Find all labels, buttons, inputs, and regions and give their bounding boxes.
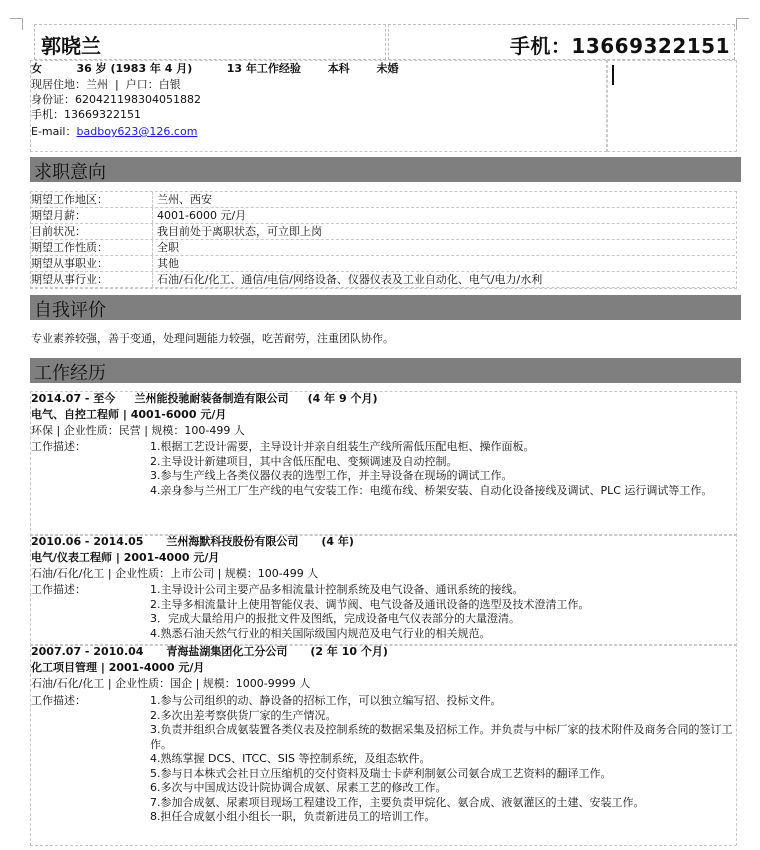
job-desc-item: 3.负责并组织合成氨装置各类仪表及控制系统的数据采集及招标工作。并负责与中标厂家的技术附件及商务合同的签订工作。 [150, 723, 733, 751]
job-desc [150, 694, 735, 825]
crop-mark [10, 18, 22, 19]
job-title: 电气、自控工程师 | 4001-6000 元/月 [31, 408, 227, 421]
intent-value: 4001-6000 元/月 [152, 208, 246, 223]
intent-key: 期望工作性质： [31, 241, 108, 254]
job-desc-item: 1.根据工艺设计需要，主导设计并亲自组装生产线所需低压配电柜、操作面板。 [150, 440, 535, 453]
job-meta: 石油/石化/化工 | 企业性质：国企 | 规模：1000-9999 人 [31, 677, 311, 690]
job-desc [150, 583, 735, 641]
intent-row [30, 272, 735, 288]
job-desc-label: 工作描述： [31, 440, 86, 453]
intent-value: 全职 [152, 240, 179, 255]
job-desc-item: 7.参加合成氨、尿素项目现场工程建设工作，主要负责甲烷化、氨合成、液氨灌区的土建、安装工作。 [150, 795, 645, 809]
section-title: 求职意向 [34, 162, 106, 183]
crop-mark [22, 18, 23, 30]
section-intent [30, 157, 741, 182]
job-desc-item: 3.参与生产线上各类仪器仪表的选型工作，并主导设备在现场的调试工作。 [150, 469, 513, 482]
intent-row [30, 192, 735, 208]
residence-line: 现居住地：兰州 | 户口：白银 [31, 78, 181, 91]
job-desc-item: 3．完成大量给用户的报批文件及图纸，完成设备电气仪表部分的大量澄清。 [150, 612, 520, 625]
crop-mark [737, 18, 749, 19]
job-desc-item: 4.熟悉石油天然气行业的相关国际级国内规范及电气行业的相关规范。 [150, 626, 491, 640]
section-self [30, 295, 741, 320]
intent-value: 石油/石化/化工、通信/电信/网络设备、仪器仪表及工业自动化、电气/电力/水利 [152, 272, 542, 287]
job-title: 电气/仪表工程师 | 2001-4000 元/月 [31, 551, 220, 564]
id-line: 身份证：620421198304051882 [31, 93, 201, 106]
intent-key: 期望从事职业： [31, 257, 108, 270]
self-eval-text: 专业素养较强，善于变通，处理问题能力较强，吃苦耐劳，注重团队协作。 [31, 332, 394, 345]
job-desc-item: 1.参与公司组织的动、静设备的招标工作，可以独立编写招、投标文件。 [150, 694, 502, 707]
intent-value: 其他 [152, 256, 179, 271]
phone-box [388, 24, 735, 60]
intent-key: 期望工作地区： [31, 193, 108, 206]
email-line: E-mail：badboy623@126.com [31, 125, 198, 138]
job-meta: 石油/石化/化工 | 企业性质：上市公司 | 规模：100-499 人 [31, 567, 319, 580]
photo-placeholder-cursor [612, 65, 614, 85]
job-desc-item: 8.担任合成氨小组小组长一职，负责新进员工的培训工作。 [150, 810, 436, 823]
name-box [34, 24, 386, 60]
intent-value: 我目前处于离职状态，可立即上岗 [152, 224, 322, 239]
job-desc-item: 1.主导设计公司主要产品多相流量计控制系统及电气设备、通讯系统的接线。 [150, 583, 524, 596]
job-header: 2010.06 - 2014.05 兰州海默科技股份有限公司 (4 年) [31, 535, 354, 548]
section-title: 自我评价 [34, 300, 106, 321]
crop-mark [736, 18, 737, 30]
email-link[interactable]: badboy623@126.com [76, 125, 198, 138]
intent-row [30, 224, 735, 240]
basic-summary: 女 36 岁 (1983 年 4 月) 13 年工作经验 本科 未婚 [31, 62, 399, 75]
intent-row [30, 240, 735, 256]
job-desc-item: 4.熟练掌握 DCS、ITCC、SIS 等控制系统，及组态软件。 [150, 752, 431, 765]
job-header: 2007.07 - 2010.04 青海盐湖集团化工分公司 (2 年 10 个月) [31, 645, 388, 658]
intent-row [30, 208, 735, 224]
mobile-line: 手机：13669322151 [31, 108, 141, 121]
job-desc-label: 工作描述： [31, 694, 86, 707]
intent-key: 目前状况： [31, 225, 86, 238]
job-desc-label: 工作描述： [31, 583, 86, 596]
intent-row [30, 256, 735, 272]
intent-key: 期望月薪： [31, 209, 86, 222]
job-desc-item: 2.多次出差考察供货厂家的生产情况。 [150, 708, 337, 722]
candidate-name: 郭晓兰 [41, 34, 101, 58]
intent-key: 期望从事行业： [31, 273, 108, 286]
job-desc-item: 4.亲身参与兰州工厂生产线的电气安装工作：电缆布线、桥架安装、自动化设备接线及调试、PLC 运行调试等工作。 [150, 483, 713, 497]
job-header: 2014.07 - 至今 兰州能投驰耐装备制造有限公司 (4 年 9 个月) [31, 392, 378, 405]
job-meta: 环保 | 企业性质：民营 | 规模：100-499 人 [31, 424, 245, 437]
photo-box [607, 60, 737, 152]
job-desc-item: 6.多次与中国成达设计院协调合成氨、尿素工艺的修改工作。 [150, 781, 447, 794]
section-work [30, 358, 741, 383]
job-desc-item: 5.参与日本株式会社日立压缩机的交付资料及瑞士卡萨利制氨公司氨合成工艺资料的翻译工作。 [150, 766, 612, 780]
job-desc [150, 440, 735, 498]
header-phone: 手机：13669322151 [509, 34, 730, 58]
section-title: 工作经历 [34, 363, 106, 384]
intent-value: 兰州、西安 [152, 192, 212, 207]
job-desc-item: 2.主导多相流量计上使用智能仪表、调节阀、电气设备及通讯设备的选型及技术澄清工作。 [150, 597, 590, 611]
job-desc-item: 2.主导设计新建项目，其中含低压配电、变频调速及自动控制。 [150, 454, 458, 468]
job-title: 化工项目管理 | 2001-4000 元/月 [31, 661, 205, 674]
